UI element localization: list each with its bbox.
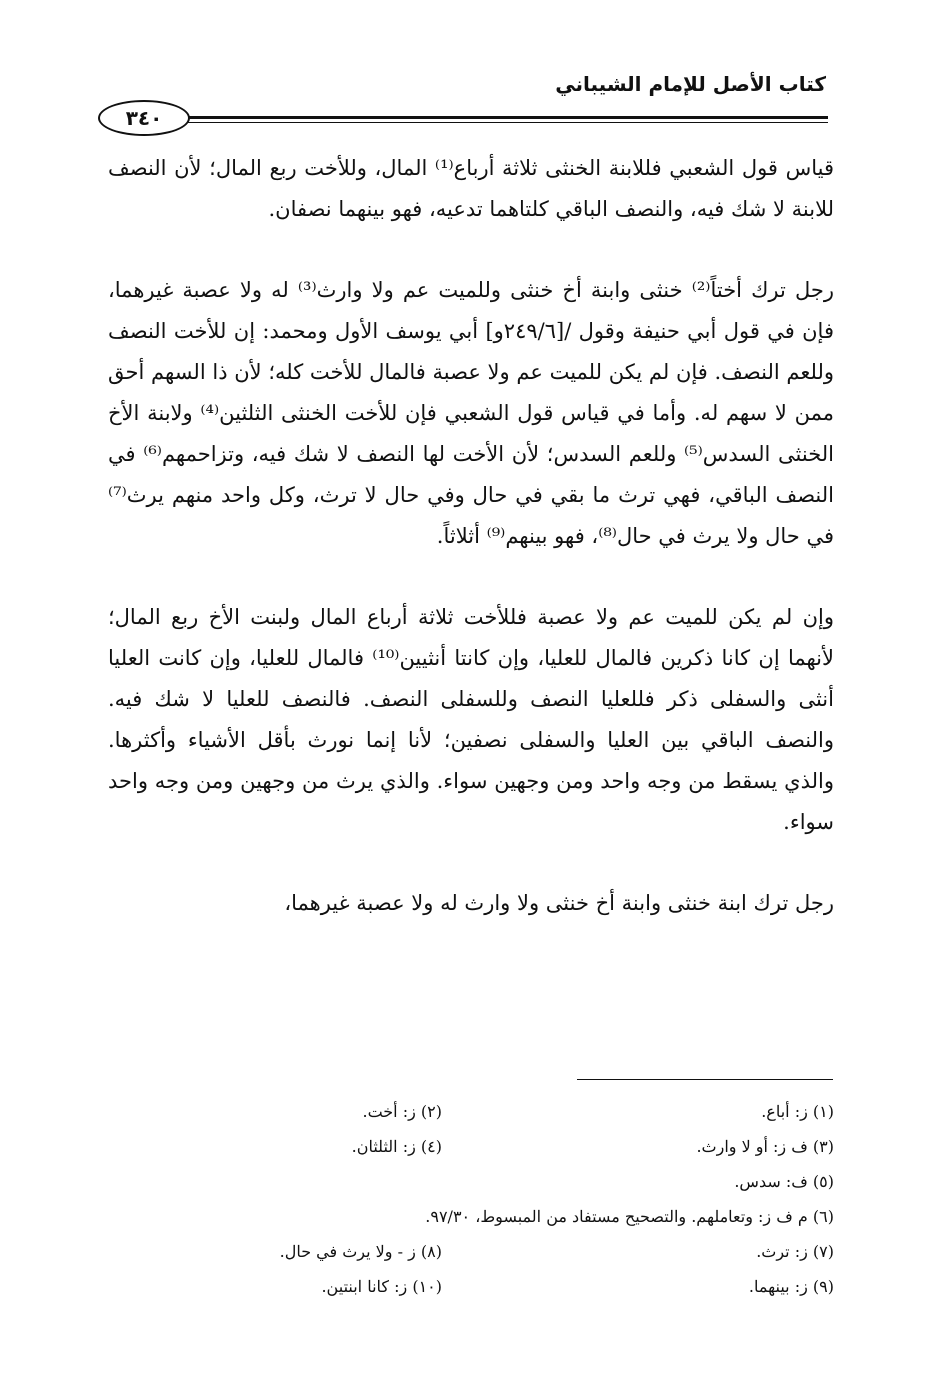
- header-rule-thin: [110, 122, 828, 123]
- footnote-3: (٣) ف ز: أو لا وارث.: [696, 1137, 834, 1156]
- footnote-8: (٨) ز - ولا يرث في حال.: [279, 1242, 442, 1261]
- footnote-5: (٥) ف: سدس.: [734, 1172, 834, 1191]
- paragraph-4: رجل ترك ابنة خنثى وابنة أخ خنثى ولا وارث له ولا عصبة غيرهما،: [284, 891, 834, 915]
- footnote-4: (٤) ز: الثلثان.: [351, 1137, 442, 1156]
- footnote-row: [108, 1164, 834, 1199]
- footnotes: [108, 1094, 834, 1304]
- footnote-2: (٢) ز: أخت.: [362, 1102, 442, 1121]
- footnote-row: [108, 1094, 834, 1129]
- footnote-7: (٧) ز: ترث.: [756, 1242, 834, 1261]
- footnote-1: (١) ز: أباع.: [761, 1102, 834, 1121]
- footnote-9: (٩) ز: بينهما.: [748, 1277, 834, 1296]
- footnote-separator: [577, 1079, 833, 1080]
- footnote-row: [108, 1199, 834, 1234]
- footnote-10: (١٠) ز: كانا ابنتين.: [321, 1277, 442, 1296]
- paragraph-1: قياس قول الشعبي فللابنة الخنثى ثلاثة أرباع⁽¹⁾ المال، وللأخت ربع المال؛ لأن النصف للابنة لا شك فيه، والنصف الباقي كلتاهما تدعيه، فهو بينهما نصفان.: [108, 156, 834, 221]
- page-number-badge: ٣٤٠: [98, 100, 190, 136]
- paragraph-2: رجل ترك أختاً⁽²⁾ خنثى وابنة أخ خنثى وللميت عم ولا وارث⁽³⁾ له ولا عصبة غيرهما، فإن في قول أبي حنيفة وقول /[٢٤٩/٦و] أبي يوسف الأول ومحمد: إن للأخت النصف وللعم النصف. فإن لم يكن للميت عم ولا عصبة فالمال للأخت كله؛ لأن ذا السهم أحق ممن لا سهم له. وأما في قياس قول الشعبي فإن للأخت الخنثى الثلثين⁽⁴⁾ ولابنة الأخ الخنثى السدس⁽⁵⁾ وللعم السدس؛ لأن الأخت لها النصف لا شك فيه، وتزاحمهم⁽⁶⁾ في النصف الباقي، فهي ترث ما بقي في حال وفي حال لا ترث، وكل واحد منهم يرث⁽⁷⁾ في حال ولا يرث في حال⁽⁸⁾، فهو بينهم⁽⁹⁾ أثلاثاً.: [108, 278, 835, 548]
- main-text: [108, 148, 834, 924]
- footnote-row: [108, 1129, 834, 1164]
- paragraph-3: وإن لم يكن للميت عم ولا عصبة فللأخت ثلاثة أرباع المال ولبنت الأخ ربع المال؛ لأنهما إن كانا ذكرين فالمال للعليا، وإن كانتا أنثيين⁽¹⁰⁾ فالمال للعليا، وإن كانت العليا أنثى والسفلى ذكر فللعليا النصف وللسفلى النصف. فالنصف للعليا لا شك فيه. والنصف الباقي بين العليا والسفلى نصفين؛ لأنا إنما نورث بأقل الأشياء وأكثرها. والذي يسقط من وجه واحد ومن وجهين سواء. والذي يرث من وجهين ومن وجه واحد سواء.: [108, 605, 834, 834]
- running-header-title: كتاب الأصل للإمام الشيباني: [555, 72, 826, 96]
- header-rule-thick: [110, 116, 828, 119]
- footnote-row: [108, 1234, 834, 1269]
- footnote-6: (٦) م ف ز: وتعاملهم. والتصحيح مستفاد من المبسوط، ٩٧/٣٠.: [425, 1207, 834, 1226]
- footnote-row: [108, 1269, 834, 1304]
